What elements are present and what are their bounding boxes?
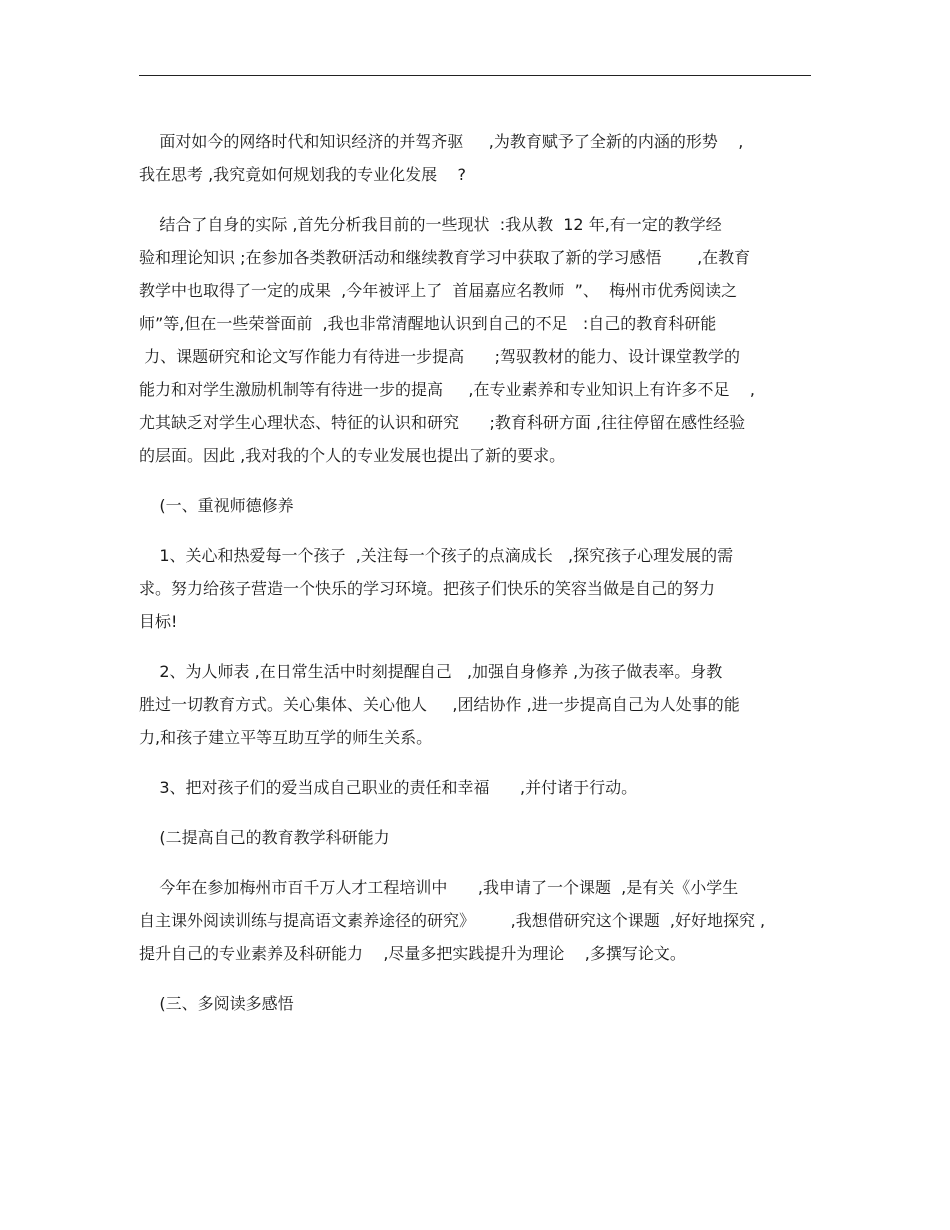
text-line: 力,和孩子建立平等互助互学的师生关系。: [139, 728, 433, 747]
text-line: 今年在参加梅州市百千万人才工程培训中 ,我申请了一个课题 ,是有关《小学生: [139, 878, 739, 897]
text-line: 2、为人师表 ,在日常生活中时刻提醒自己 ,加强自身修养 ,为孩子做表率。身教: [139, 662, 723, 681]
text-line: 1、关心和热爱每一个孩子 ,关注每一个孩子的点滴成长 ,探究孩子心理发展的需: [139, 546, 734, 565]
section-heading: [139, 987, 811, 1020]
text-line: 验和理论知识 ;在参加各类教研活动和继续教育学习中获取了新的学习感悟 ,在教育: [139, 248, 751, 267]
text-line: 能力和对学生激励机制等有待进一步的提高 ,在专业素养和专业知识上有许多不足 ,: [139, 380, 755, 399]
text-line: 的层面。因此 ,我对我的个人的专业发展也提出了新的要求。: [139, 446, 566, 465]
text-line: 尤其缺乏对学生心理状态、特征的认识和研究 ;教育科研方面 ,往往停留在感性经验: [139, 413, 746, 432]
text-line: 师”等,但在一些荣誉面前 ,我也非常清醒地认识到自己的不足 :自己的教育科研能: [139, 314, 717, 333]
text-line: 胜过一切教育方式。关心集体、关心他人 ,团结协作 ,进一步提高自己为人处事的能: [139, 695, 740, 714]
text-line: 自主课外阅读训练与提高语文素养途径的研究》 ,我想借研究这个课题 ,好好地探究 ,: [139, 911, 766, 930]
paragraph: [139, 871, 811, 970]
paragraph: [139, 125, 811, 191]
section-heading: [139, 821, 811, 854]
text-line: 提升自己的专业素养及科研能力 ,尽量多把实践提升为理论 ,多撰写论文。: [139, 944, 686, 963]
paragraph: [139, 208, 811, 472]
text-line: 我在思考 ,我究竟如何规划我的专业化发展 ?: [139, 165, 467, 184]
paragraph: [139, 539, 811, 638]
text-line: (二提高自己的教育教学科研能力: [139, 828, 390, 847]
text-line: 面对如今的网络时代和知识经济的并驾齐驱 ,为教育赋予了全新的内涵的形势 ,: [139, 132, 744, 151]
text-line: 教学中也取得了一定的成果 ,今年被评上了 首届嘉应名教师 ”、 梅州市优秀阅读之: [139, 281, 738, 300]
text-line: (一、重视师德修养: [139, 496, 294, 515]
document-body: [139, 125, 811, 1037]
text-line: (三、多阅读多感悟: [139, 994, 294, 1013]
text-line: 力、课题研究和论文写作能力有待进一步提高 ;驾驭教材的能力、设计课堂教学的: [139, 347, 740, 366]
text-line: 3、把对孩子们的爱当成自己职业的责任和幸福 ,并付诸于行动。: [139, 778, 638, 797]
section-heading: [139, 489, 811, 522]
text-line: 结合了自身的实际 ,首先分析我目前的一些现状 :我从教 12 年,有一定的教学经: [139, 215, 722, 234]
text-line: 求。努力给孩子营造一个快乐的学习环境。把孩子们快乐的笑容当做是自己的努力: [139, 579, 716, 598]
paragraph: [139, 655, 811, 754]
text-line: 目标!: [139, 612, 178, 631]
paragraph: [139, 771, 811, 804]
header-rule: [139, 75, 811, 76]
